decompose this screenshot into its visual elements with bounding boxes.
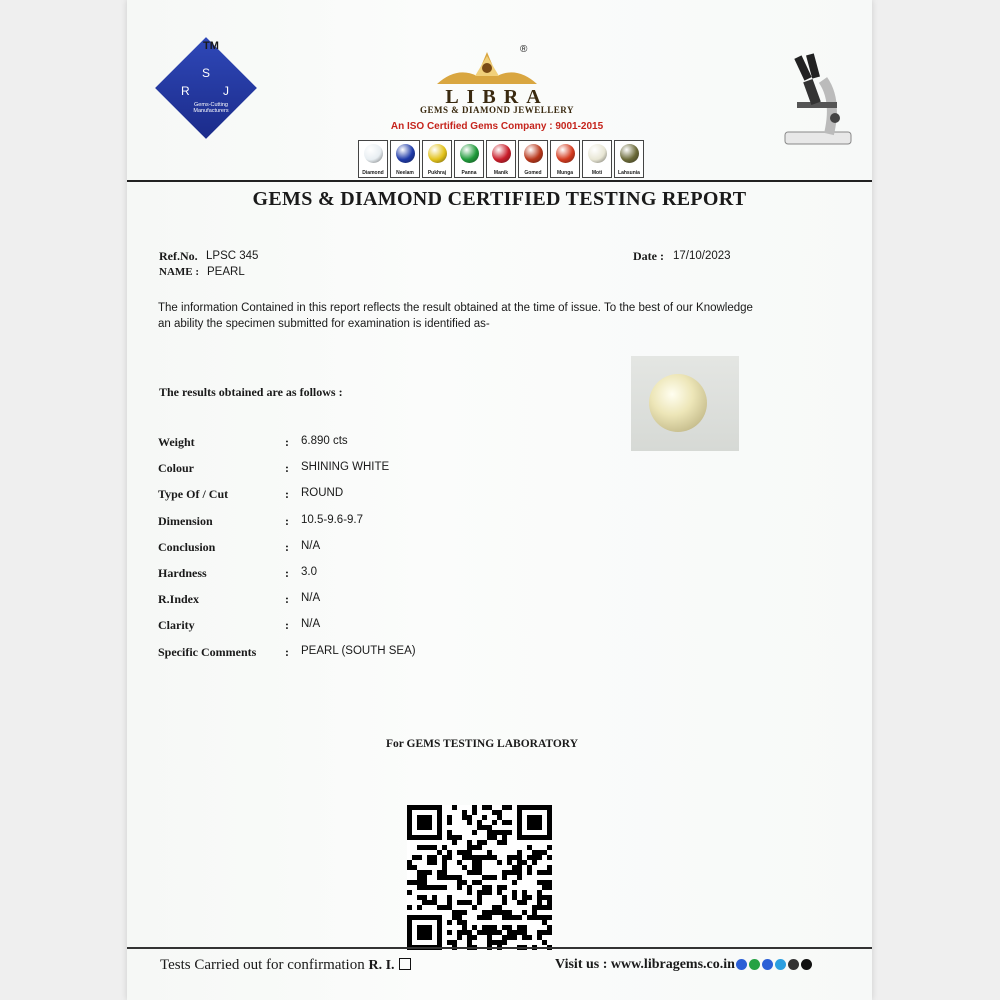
gem-label: Pukhraj [427,170,447,176]
prop-value: N/A [301,592,321,604]
prop-colon: : [285,461,289,475]
gem-label: Manik [493,170,509,176]
gem-label: Neelam [396,170,414,176]
ref-label: Ref.No. [159,249,198,263]
gem-moti-icon [588,144,607,163]
prop-label: Hardness [158,566,207,580]
prop-colon: : [285,540,289,554]
gem-label: Moti [591,170,603,176]
gem-lahsunia-icon [620,144,639,163]
prop-label: R.Index [158,592,200,606]
gem-label: Panna [461,170,477,176]
gem-label: Diamond [362,170,384,176]
prop-value: 10.5-9.6-9.7 [301,514,364,526]
registered-mark: ® [520,44,528,55]
prop-colon: : [285,618,289,632]
srj-subtitle-line1: Gems-Cutting [194,102,228,108]
prop-colon: : [285,566,289,580]
prop-label: Specific Comments [158,645,257,659]
srj-subtitle-line2: Manufacturers [193,108,229,114]
whatsapp-icon[interactable] [749,959,760,970]
gem-gomed [518,140,548,178]
report-title: GEMS & DIAMOND CERTIFIED TESTING REPORT [252,188,747,210]
microscope-icon [777,50,857,150]
prop-label: Type Of / Cut [158,487,229,501]
results-heading: The results obtained are as follows : [159,385,343,399]
certificate-page [127,0,872,1000]
tests-note [160,957,411,974]
iso-certification: An ISO Certified Gems Company : 9001-2015 [390,121,604,132]
prop-label: Weight [158,435,195,449]
instagram-icon[interactable] [762,959,773,970]
prop-label: Clarity [158,618,195,632]
prop-value: N/A [301,540,321,552]
visit-line [555,957,812,973]
prop-value: PEARL (SOUTH SEA) [301,645,416,657]
qr-code[interactable] [407,805,552,950]
prop-value: ROUND [301,487,344,499]
prop-colon: : [285,592,289,606]
srj-letters [181,68,241,98]
gem-manik-icon [492,144,511,163]
srj-letter-s: S [202,66,211,80]
libra-brand-name: LIBRA [445,86,549,108]
srj-letter-r: R [181,84,190,98]
name-label: NAME : [159,266,200,278]
intro-paragraph: The information Contained in this report reflects the result obtained at the time of issue. To the best of our Knowledge an ability the specimen submitted for examination is identified as- [158,302,753,330]
gem-label: Gomed [524,170,542,176]
gem-strip [358,140,648,180]
gem-label: Munga [556,170,574,176]
gem-lahsunia [614,140,644,178]
prop-value: 3.0 [301,566,317,578]
libra-crown-icon [427,46,547,86]
srj-subtitle [169,102,253,114]
ref-value: LPSC 345 [206,250,259,262]
prop-label: Dimension [158,514,213,528]
gem-manik [486,140,516,178]
name-value: PEARL [207,266,245,278]
date-label: Date : [633,249,664,263]
prop-colon: : [285,487,289,501]
prop-label: Conclusion [158,540,216,554]
lab-signature-line: For GEMS TESTING LABORATORY [385,738,579,750]
header-divider [127,180,872,182]
prop-value: 6.890 cts [301,435,348,447]
gem-diamond-icon [364,144,383,163]
gem-neelam-icon [396,144,415,163]
gem-munga-icon [556,144,575,163]
gem-panna [454,140,484,178]
libra-subtitle: GEMS & DIAMOND JEWELLERY [420,105,574,115]
tests-code: R. I. [368,958,395,973]
prop-value: N/A [301,618,321,630]
srj-trademark: TM [203,40,219,52]
threads-icon[interactable] [801,959,812,970]
gem-moti [582,140,612,178]
date-value: 17/10/2023 [673,250,731,262]
prop-label: Colour [158,461,194,475]
prop-colon: : [285,514,289,528]
gem-neelam [390,140,420,178]
facebook-icon[interactable] [736,959,747,970]
confirmation-checkbox [399,958,411,970]
youtube-icon[interactable] [788,959,799,970]
twitter-icon[interactable] [775,959,786,970]
gem-label: Lahsunia [618,170,640,176]
srj-letter-j: J [223,84,229,98]
gem-panna-icon [460,144,479,163]
gem-diamond [358,140,388,178]
tests-prefix: Tests Carried out for confirmation [160,957,365,973]
footer-divider [127,947,872,949]
social-icons [736,959,812,970]
pearl-photo [631,356,739,451]
gem-gomed-icon [524,144,543,163]
prop-colon: : [285,435,289,449]
visit-url[interactable]: Visit us : www.libragems.co.in [555,957,735,972]
gem-pukhraj [422,140,452,178]
gem-pukhraj-icon [428,144,447,163]
prop-colon: : [285,645,289,659]
prop-value: SHINING WHITE [301,461,390,473]
gem-munga [550,140,580,178]
pearl-image [649,374,707,432]
